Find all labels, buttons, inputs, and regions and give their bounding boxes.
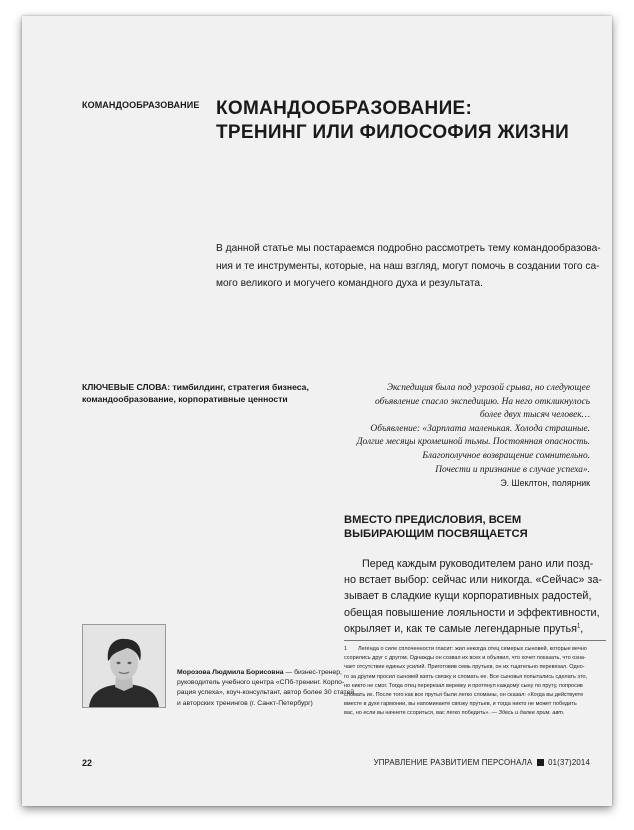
subhead-line: ВЫБИРАЮЩИМ ПОСВЯЩАЕТСЯ — [344, 527, 528, 540]
epigraph-line: Объявление: «Зарплата маленькая. Холода страшные. — [370, 423, 590, 434]
footnote-text: вас, но если вы начнете ссориться, вас легко победить». — — [344, 710, 497, 717]
epigraph-line: более двух тысяч человек… — [479, 410, 590, 421]
magazine-page — [22, 16, 612, 806]
body-line: но встает выбор: сейчас или никогда. «Сейчас» за- — [344, 574, 602, 587]
epigraph-line: Почести и признание в случае успеха». — [435, 464, 590, 475]
body-text — [344, 556, 606, 637]
footnote-text: Легенда о силе сплоченности гласит: жил некогда отец семерых сыновей, которые вечно — [358, 646, 587, 652]
subhead-line: ВМЕСТО ПРЕДИСЛОВИЯ, ВСЕМ — [344, 514, 522, 526]
epigraph-line: объявление спасло экспедицию. На него откликнулось — [374, 396, 590, 407]
author-info — [177, 668, 355, 709]
body-line: обещая повышение лояльности и эффективности, — [344, 606, 600, 619]
title-line: КОМАНДООБРАЗОВАНИЕ: — [216, 98, 473, 119]
epigraph-line: Благополучное возвращение сомнительно. — [422, 450, 590, 461]
keywords-line: командообразование, корпоративные ценности — [82, 394, 288, 404]
keywords-line: КЛЮЧЕВЫЕ СЛОВА: тимбилдинг, стратегия бизнеса, — [82, 382, 309, 392]
footnote-line: вместе в духе гармонии, вы напоминаете связку прутьев, и тогда никто не может победить — [344, 701, 577, 708]
journal-name: УПРАВЛЕНИЕ РАЗВИТИЕМ ПЕРСОНАЛА — [373, 758, 533, 767]
footnote-number: 1 — [344, 646, 348, 652]
article-lead — [216, 240, 601, 293]
footnote-line: но никто не смог. Тогда отец перерезал веревку и протянул каждому сыну по пруту, попросив — [344, 682, 583, 689]
title-line: ТРЕНИНГ ИЛИ ФИЛОСОФИЯ ЖИЗНИ — [216, 122, 570, 143]
lead-line: ния и те инструменты, которые, на наш взгляд, могут помочь в создании того са- — [216, 260, 600, 272]
author-photo — [82, 624, 166, 708]
footnote-line: сломать их. После того как все прутья были легко сломаны, он сказал: «Когда вы действуете — [344, 692, 584, 699]
epigraph-line: Долгие месяцы кромешной тьмы. Постоянная опасность. — [356, 437, 590, 448]
author-portrait-image — [83, 625, 165, 707]
article-title — [216, 97, 576, 145]
body-line: окрыляет и, как те самые легендарные прутья — [344, 622, 577, 635]
footnote-line: ссорились друг с другом. Однажды он созвал их всех и объявил, что хочет показать, что озна- — [344, 655, 586, 662]
section-subheading — [344, 514, 604, 541]
footnote-divider — [344, 640, 606, 641]
footnote-line: чает отсутствие единых усилий. Приготовив семь прутьев, он их тщательно перевязал. Одно- — [344, 664, 585, 671]
author-name: Морозова Людмила Борисовна — [177, 669, 284, 676]
lead-line: мого великого и могучего командного духа и результата. — [216, 278, 483, 289]
footnote — [344, 645, 606, 719]
epigraph-author: Э. Шеклтон, полярник — [500, 478, 590, 489]
footnote-line: го за другим просил сыновей взять связку и сломать ее. Все сыновья попытались сделать это, — [344, 673, 588, 680]
body-line-last: окрыляет и, как те самые легендарные прутья$^1$, — [344, 622, 584, 635]
footnote-line — [344, 645, 606, 654]
square-icon — [537, 759, 544, 766]
footnote-reference[interactable]: 1 — [576, 623, 581, 630]
body-line: зывает в сладкие кущи корпоративных радостей, — [344, 590, 592, 603]
epigraph-line: Экспедиция была под угрозой срыва, но следующее — [386, 383, 590, 393]
lead-line: В данной статье мы постараемся подробно рассмотреть тему командообразова- — [216, 243, 601, 254]
keywords — [82, 381, 322, 405]
author-info-line: руководитель учебного центра «СПб-тренинг. Корпо- — [177, 679, 345, 687]
author-info-line: и авторских тренингов (г. Санкт-Петербург) — [177, 699, 313, 707]
footnote-note: Здесь и далее прим. авт. — [498, 710, 565, 717]
journal-footer — [374, 758, 590, 767]
section-label: КОМАНДООБРАЗОВАНИЕ — [82, 100, 200, 110]
epigraph — [290, 382, 590, 491]
journal-issue: 01(37)2014 — [548, 758, 590, 767]
footnote-line — [344, 709, 606, 718]
author-info-line: рация успеха», коуч-консультант, автор более 30 статей — [177, 689, 355, 697]
author-bio: — бизнес-тренер, — [283, 669, 342, 676]
author-info-line — [177, 668, 342, 678]
page-number: 22 — [82, 758, 93, 768]
body-line: Перед каждым руководителем рано или позд- — [362, 558, 594, 570]
